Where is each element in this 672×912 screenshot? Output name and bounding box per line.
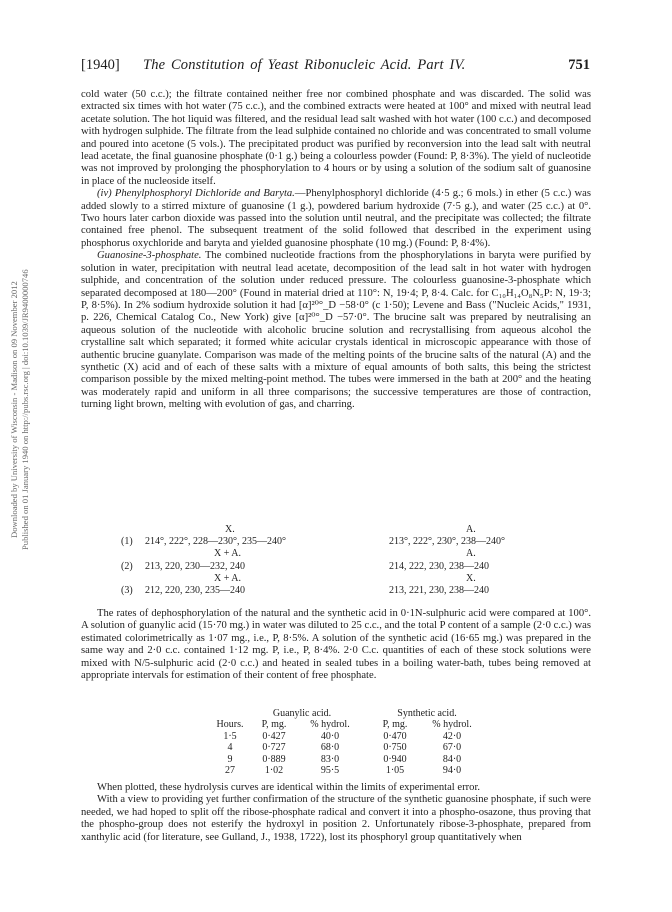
body-text-upper (81, 89, 591, 412)
comparison-heading-row (81, 524, 591, 536)
table-cell: 0·750 (383, 742, 407, 754)
comparison-left-values: 212, 220, 230, 235—240 (145, 584, 245, 596)
comparison-right-heading: A. (466, 548, 476, 560)
comparison-left-heading: X. (225, 524, 235, 535)
group-heading-synthetic: Synthetic acid. (397, 708, 457, 719)
column-header: Hours. (216, 719, 244, 731)
comparison-row (81, 536, 591, 548)
comparison-left-values: 214°, 222°, 228—230°, 235—240° (145, 536, 286, 548)
comparison-right-heading: A. (466, 524, 476, 535)
comparison-heading-row (81, 573, 591, 585)
table-row (215, 765, 505, 776)
table-cell: 27 (225, 764, 235, 776)
download-notice-line-2: Published on 01 January 1940 on http://pubs.rsc.org | doi:10.1039/JR9400000746 (20, 269, 30, 551)
download-notice-line-1: Downloaded by University of Wisconsin - Madison on 09 November 2012 (9, 281, 19, 539)
paragraph-5: When plotted, these hydrolysis curves are identical within the limits of experimental error. (97, 782, 481, 793)
table-cell: 1·5 (223, 730, 237, 742)
comparison-right-heading: X. (466, 572, 476, 584)
header-title: The Constitution of Yeast Ribonucleic Acid. Part IV. (143, 57, 466, 73)
column-header: % hydrol. (310, 719, 350, 731)
body-text-middle (81, 608, 591, 682)
header-year: [1940] (81, 57, 120, 73)
table-cell: 0·727 (262, 742, 286, 754)
table-cell: 95·5 (320, 764, 340, 776)
table-cell: 0·427 (262, 730, 286, 742)
table-cell: 1·02 (264, 764, 284, 776)
comparison-right-values: 213, 221, 230, 238—240 (389, 584, 489, 596)
table-row (215, 754, 505, 765)
table-cell: 1·05 (385, 764, 405, 776)
table-cell: 84·0 (442, 753, 462, 765)
comparison-right-values: 214, 222, 230, 238—240 (389, 560, 489, 572)
table-cell: 4 (227, 742, 233, 754)
paragraph-3-body: The combined nucleotide fractions from the phosphorylations in baryta were purified by solution in water, precipitation with neutral lead acetate, decomposition of the lead salt in hot water with hydrogen sulphide, and concentration of the solution under reduced pressure. The colourless guanosine-3-phosphate which separated decomposed at 180—200° (Found in material dried at 110°: N, 19·4; P, 8·4. Calc. for C₁₀H₁₄O₈N₅P: N, 19·3; P, 8·5%). In 2% sodium hydroxide solution it had [α]²⁰°_D −58·0° (c 1·50); Levene and Bass ("Nucleic Acids," 1931, p. 226, Chemical Catalog Co., New York) give [α]²⁰°_D −57·0°. The brucine salt was prepared by neutralising an aqueous solution of the nucleotide with alcoholic brucine solution and recrystallising from aqueous alcohol the crystalline salt which separated; it formed white acicular crystals identical in microscopic appearance with those of authentic brucine guanylate. Comparison was made of the melting points of the brucine salts of the natural (A) and the synthetic (X) acid and of each of these salts with a mixture of equal amounts of both salts, this being the strictest comparison possible by the mixed melting-point method. The tubes were immersed in the bath at 200° and the heating was moderately rapid and uniform in all three comparisons; the successive temperatures are those of contraction, turning light brown, melting with evolution of gas, and charring. (81, 250, 591, 411)
table-cell: 0·940 (383, 753, 407, 765)
paragraph-4: The rates of dephosphorylation of the natural and the synthetic acid in 0·1N-sulphuric acid were compared at 100°. A solution of guanylic acid (15·70 mg.) in water was diluted to 25 c.c., and the total P content of a sample (2·0 c.c.) was estimated colorimetrically as 1·07 mg., i.e., P, 8·5%. A solution of the synthetic acid (16·65 mg.) was prepared in the same way and 2·0 c.c. contained 1·12 mg. P, i.e., P, 8·4%. 2·0 C.c. quantities of each of these stock solutions were mixed with N/5-sulphuric acid (2·0 c.c.) and heated in sealed tubes in a boiling water-bath, tubes being removed at appropriate intervals for estimation of their content of free phosphate. (81, 608, 591, 682)
table-header-row (215, 719, 505, 730)
comparison-right-values: 213°, 222°, 230°, 238—240° (389, 536, 505, 548)
melting-point-comparison (81, 524, 591, 597)
table-cell: 67·0 (442, 742, 462, 754)
table-cell: 94·0 (442, 764, 462, 776)
comparison-left-heading: X + A. (214, 572, 242, 584)
comparison-number: (1) (121, 536, 133, 548)
comparison-number: (3) (121, 584, 133, 596)
paragraph-3-heading: Guanosine-3-phosphate. (97, 250, 202, 262)
paragraph-2-heading: (iv) Phenylphosphoryl Dichloride and Baryta. (97, 188, 295, 200)
table-group-header-row (215, 708, 505, 719)
download-notice (6, 150, 34, 670)
hydrolysis-table (215, 708, 505, 776)
table-cell: 40·0 (320, 730, 340, 742)
comparison-left-heading: X + A. (214, 548, 242, 560)
table-cell: 9 (227, 753, 233, 765)
table-cell: 68·0 (320, 742, 340, 754)
body-text-lower (81, 782, 591, 844)
column-header: P, mg. (382, 719, 408, 731)
table-cell: 83·0 (320, 753, 340, 765)
running-header (81, 57, 590, 77)
paragraph-3 (81, 250, 591, 411)
comparison-number: (2) (121, 560, 133, 572)
paragraph-2-body: —Phenylphosphoryl dichloride (4·5 g.; 6 mols.) in ether (5 c.c.) was added slowly to a stirred mixture of guanosine (1 g.), powdered barium hydroxide (7·5 g.), and water (25 c.c.) at 0°. Two hours later carbon dioxide was passed into the solution until neutral, and the precipitate was collected; the filtrate contained free phenol. The subsequent treatment of the solid followed that described in the experiment using phosphorus oxychloride and baryta and yielded guanosine phosphate (10 mg.) (Found: P, 8·4%). (81, 188, 591, 249)
table-cell: 0·470 (383, 730, 407, 742)
table-row (215, 731, 505, 742)
paragraph-6: With a view to providing yet further confirmation of the structure of the synthetic guanosine phosphate, if such were needed, we had hoped to split off the ribose-phosphate radical and convert it into a phospho-osazone, thus proving that the phospho-group does not esterify the hydroxyl in position 2. Unfortunately ribose-3-phosphate, prepared from xanthylic acid (for literature, see Gulland, J., 1938, 1722), lost its phosphoryl group quantitatively when (81, 794, 591, 843)
comparison-heading-row (81, 548, 591, 560)
comparison-row (81, 585, 591, 597)
paragraph-2 (81, 188, 591, 250)
table-cell: 0·889 (262, 753, 286, 765)
column-header: % hydrol. (432, 719, 472, 731)
table-row (215, 742, 505, 753)
page-number: 751 (568, 57, 590, 73)
table-cell: 42·0 (442, 730, 462, 742)
column-header: P, mg. (261, 719, 287, 731)
comparison-left-values: 213, 220, 230—232, 240 (145, 560, 245, 572)
group-heading-guanylic: Guanylic acid. (272, 708, 332, 719)
paragraph-1: cold water (50 c.c.); the filtrate contained neither free nor combined phosphate and was discarded. The solid was extracted six times with hot water (75 c.c.), and the combined extracts were heated at 100° and mixed with neutral lead acetate solution. The hot liquid was filtered, and the residual lead salt washed with hot water (100 c.c.) and decomposed with hydrogen sulphide. The filtrate from the lead sulphide contained no chloride and was concentrated to small volume and poured into acetone (5 vols.). The precipitated product was purified by reconversion into the lead salt with neutral lead acetate, the final guanosine phosphate (0·1 g.) being a colourless powder (Found: P, 8·3%). The yield of nucleotide was not improved by prolonging the phosphorylation to 4 hours or by using a solution of the sodium salt of guanosine in place of the nucleoside itself. (81, 89, 591, 187)
comparison-row (81, 561, 591, 573)
